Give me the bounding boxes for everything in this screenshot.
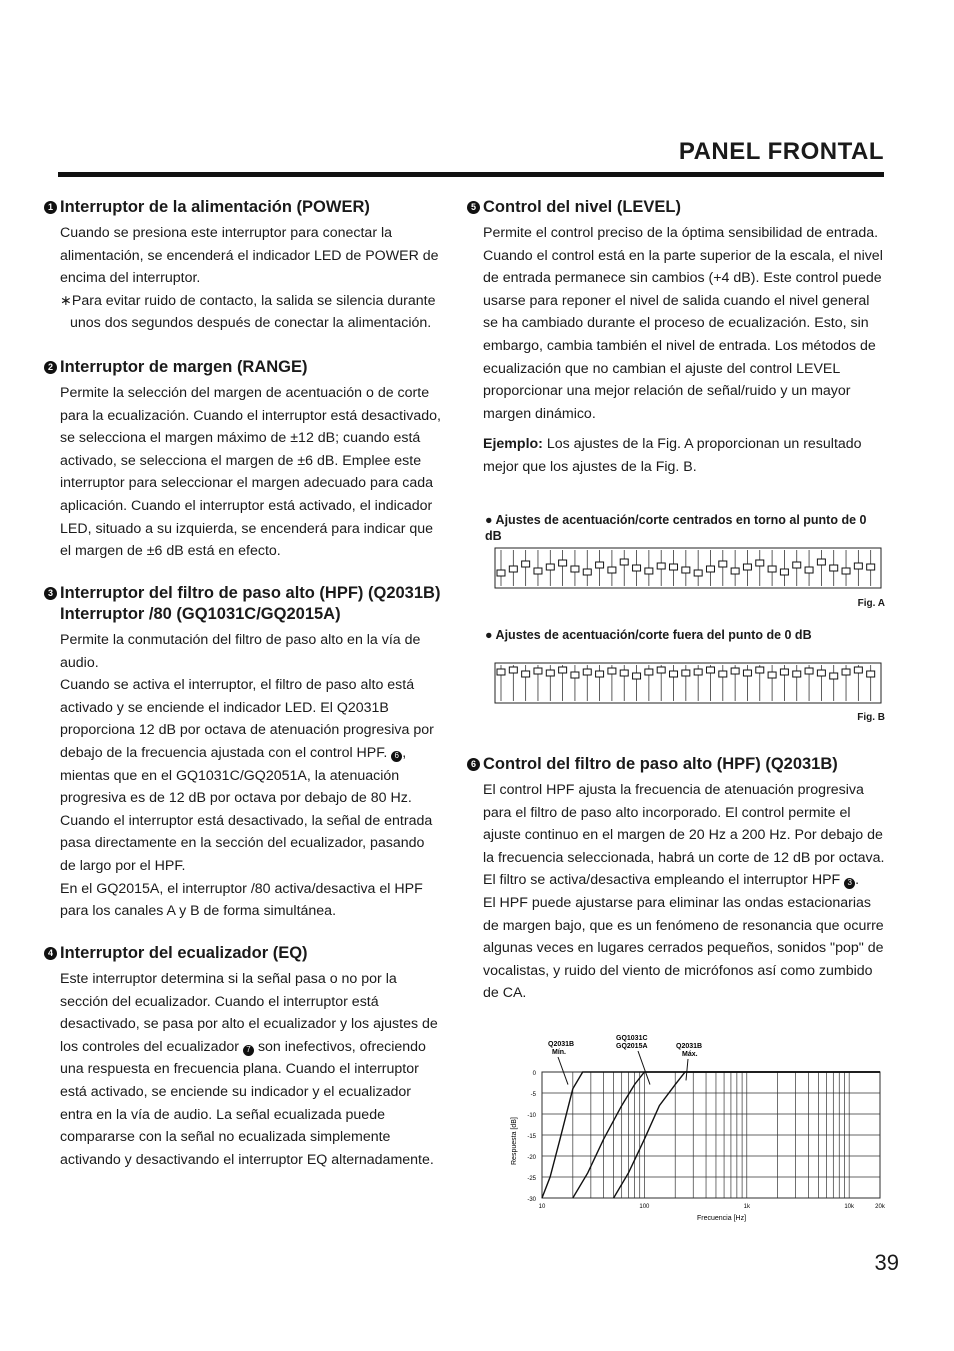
eq-slider-knob <box>497 570 505 576</box>
section-number-icon: 6 <box>467 758 480 771</box>
eq-slider-knob <box>731 568 739 574</box>
y-tick-label: -5 <box>530 1092 536 1098</box>
pointer-line <box>686 1059 688 1080</box>
eq-slider-knob <box>694 570 702 576</box>
section-number-icon: 5 <box>467 201 480 214</box>
y-tick-label: -10 <box>527 1113 536 1119</box>
eq-slider-knob <box>805 567 813 573</box>
eq-slider-knob <box>867 564 875 570</box>
legend-label: Mín. <box>552 1049 566 1056</box>
example: Ejemplo: Los ajustes de la Fig. A proporcionan un resultado mejor que los ajustes de la Fig. B. <box>483 436 862 475</box>
eq-slider-knob <box>509 566 517 572</box>
section-eq-switch <box>47 943 442 1171</box>
right-column <box>470 197 886 479</box>
eq-slider-knob <box>854 563 862 569</box>
eq-slider-knob <box>608 567 616 573</box>
eq-slider-knob <box>657 667 665 673</box>
eq-slider-knob <box>670 564 678 570</box>
eq-slider-knob <box>546 564 554 570</box>
paragraph: Permite el control preciso de la óptima sensibilidad de entrada. Cuando el control está en la parte superior de la escala, el nivel de entrada permanece sin cambios (+4 dB). Este control puede usarse para reponer el nivel de salida cuando el nivel general se ha cambiado durante el proceso de ecualización. Esto, sin embargo, cambia también el nivel de entrada. Los métodos de ecualización que no cambian el ajuste del control LEVEL proporcionar una mejor relación de señal/ruido y un mayor margen dinámico. <box>483 225 883 422</box>
eq-slider-knob <box>768 672 776 678</box>
section-number-icon: 1 <box>44 201 57 214</box>
paragraph: Este interruptor determina si la señal pasa o no por la sección del ecualizador. Cuando el interruptor está desactivado, se pasa por alto el ecualizador y los ajustes de los controles del ecualizador 7 son inefectivos, ofreciendo una respuesta en frecuencia plana. Cuando el interruptor está activado, se enciende su indicador y el ecualizador entra en la vía de audio. La señal ecualizada puede compararse con la señal no ecualizada simplemente activando y desactivando el interruptor EQ alternadamente. <box>60 971 438 1168</box>
paragraph: Cuando el interruptor está desactivado, la señal de entrada pasa directamente en la sección del ecualizador, pasando de largo por el HPF. <box>60 812 433 874</box>
section-hpf-switch <box>47 583 442 923</box>
fig-b-eq-sliders <box>493 655 885 705</box>
eq-slider-knob <box>633 565 641 571</box>
legend-label: Q2031B <box>676 1043 703 1050</box>
fig-a-label: Fig. A <box>857 598 885 609</box>
eq-slider-knob <box>706 667 714 673</box>
left-column-4 <box>47 943 442 1171</box>
eq-slider-knob <box>534 668 542 674</box>
section-title: 2 Interruptor de margen (RANGE) <box>44 357 442 378</box>
right-column-2 <box>470 754 886 1005</box>
legend-label: GQ2015A <box>616 1043 648 1050</box>
eq-slider-knob <box>596 671 604 677</box>
eq-slider-knob <box>571 566 579 572</box>
eq-slider-knob <box>768 566 776 572</box>
eq-slider-knob <box>645 669 653 675</box>
section-number-icon: 2 <box>44 361 57 374</box>
eq-slider-knob <box>793 562 801 568</box>
eq-slider-knob <box>780 569 788 575</box>
section-number-icon: 3 <box>44 587 57 600</box>
eq-frame <box>495 663 881 703</box>
pointer-line <box>558 1057 568 1085</box>
left-column <box>47 197 442 335</box>
eq-slider-knob <box>719 561 727 567</box>
eq-slider-knob <box>497 669 505 675</box>
eq-slider-knob <box>743 564 751 570</box>
eq-slider-knob <box>670 671 678 677</box>
eq-slider-knob <box>756 560 764 566</box>
fig-a-caption: ● Ajustes de acentuación/corte centrados en torno al punto de 0 dB <box>485 513 867 543</box>
x-tick-label: 100 <box>639 1204 650 1210</box>
note: ∗Para evitar ruido de contacto, la salida se silencia durante unos dos segundos después de conectar la alimentación. <box>60 292 436 332</box>
x-tick-label: 1k <box>743 1204 750 1210</box>
eq-slider-knob <box>633 673 641 679</box>
eq-slider-knob <box>706 566 714 572</box>
paragraph: El control HPF ajusta la frecuencia de atenuación progresiva para el filtro de paso alto incorporado. El control permite el ajuste continuo en el margen de 20 Hz a 200 Hz. Por debajo de la frecuencia seleccionada, habrá un corte de 12 dB por octava. El filtro se activa/desactiva empleando el interruptor HPF 3 . <box>483 782 885 889</box>
y-tick-label: -20 <box>527 1155 536 1161</box>
eq-slider-knob <box>559 667 567 673</box>
section-title: 3 Interruptor del filtro de paso alto (HPF) (Q2031B) Interruptor /80 (GQ1031C/GQ2015A) <box>44 583 442 625</box>
paragraph: El HPF puede ajustarse para eliminar las ondas estacionarias de margen bajo, que es un fenómeno de resonancia que ocurre algunas veces en lugares cerrados pequeños, sonidos "pop" de vocalistas, y ruido del viento de micrófonos así como zumbido de CA. <box>483 894 884 1002</box>
eq-slider-knob <box>854 667 862 673</box>
section-level <box>470 197 886 479</box>
eq-slider-knob <box>583 569 591 575</box>
left-column-2 <box>47 357 442 563</box>
eq-slider-knob <box>682 670 690 676</box>
eq-slider-knob <box>522 671 530 677</box>
y-axis-label: Respuesta [dB] <box>511 1117 518 1165</box>
eq-slider-knob <box>817 559 825 565</box>
x-axis-label: Frecuencia [Hz] <box>697 1215 747 1222</box>
x-tick-label: 10 <box>538 1204 546 1210</box>
eq-slider-knob <box>830 673 838 679</box>
eq-slider-knob <box>608 668 616 674</box>
section-title: 4 Interruptor del ecualizador (EQ) <box>44 943 442 964</box>
eq-slider-knob <box>645 568 653 574</box>
eq-slider-knob <box>830 565 838 571</box>
section-range <box>47 357 442 563</box>
eq-slider-knob <box>842 568 850 574</box>
ref-number-icon: 3 <box>844 878 855 889</box>
section-power <box>47 197 442 335</box>
section-title: 6 Control del filtro de paso alto (HPF) (Q2031B) <box>467 754 886 775</box>
fig-b-caption: ● Ajustes de acentuación/corte fuera del punto de 0 dB <box>485 628 812 642</box>
legend-label: Máx. <box>682 1051 698 1058</box>
legend-label: GQ1031C <box>616 1035 648 1042</box>
legend-label: Q2031B <box>548 1041 575 1048</box>
page-number: 39 <box>874 1250 899 1275</box>
hpf-response-chart <box>500 1030 890 1225</box>
section-title: 5 Control del nivel (LEVEL) <box>467 197 886 218</box>
y-tick-label: 0 <box>532 1071 536 1077</box>
eq-slider-knob <box>657 563 665 569</box>
y-tick-label: -30 <box>527 1197 536 1203</box>
x-tick-label: 10k <box>844 1204 855 1210</box>
paragraph: Cuando se presiona este interruptor para conectar la alimentación, se encenderá el indicador LED de POWER de encima del interruptor. <box>60 225 439 287</box>
ref-number-icon: 7 <box>243 1045 254 1056</box>
eq-slider-knob <box>780 669 788 675</box>
eq-slider-knob <box>596 562 604 568</box>
eq-slider-knob <box>719 671 727 677</box>
y-tick-label: -25 <box>527 1176 536 1182</box>
header-rule <box>58 172 884 177</box>
paragraph: Cuando se activa el interruptor, el filtro de paso alto está activado y se enciende el indicador LED. El Q2031B proporciona 12 dB por octava de atenuación progresiva por debajo de la frecuencia ajustada con el control HPF. 6 , mientas que en el GQ1031C/GQ2051A, la atenuación progresiva es de 12 dB por octava por debajo de 80 Hz. <box>60 677 434 807</box>
eq-slider-knob <box>509 667 517 673</box>
eq-slider-knob <box>842 669 850 675</box>
left-column-3 <box>47 583 442 923</box>
eq-slider-knob <box>522 561 530 567</box>
paragraph: Permite la selección del margen de acentuación o de corte para la ecualización. Cuando el interruptor está desactivado, se selecciona el margen máximo de ±12 dB; cuando está activado, se selecciona el margen de ±6 dB. Emplee este interruptor para seleccionar el margen adecuado para cada aplicación. Cuando el interruptor está activado, el indicador LED, situado a su izquierda, se encenderá para indicar que el margen de ±6 dB está en efecto. <box>60 385 441 560</box>
eq-slider-knob <box>682 567 690 573</box>
section-title: 1 Interruptor de la alimentación (POWER) <box>44 197 442 218</box>
x-tick-label: 20k <box>875 1204 885 1210</box>
eq-slider-knob <box>756 667 764 673</box>
eq-slider-knob <box>571 672 579 678</box>
eq-slider-knob <box>546 670 554 676</box>
section-hpf-control <box>470 754 886 1005</box>
eq-slider-knob <box>743 670 751 676</box>
eq-slider-knob <box>620 559 628 565</box>
ref-number-icon: 6 <box>391 751 402 762</box>
eq-slider-knob <box>559 560 567 566</box>
y-tick-label: -15 <box>527 1134 536 1140</box>
eq-slider-knob <box>620 670 628 676</box>
eq-slider-knob <box>534 568 542 574</box>
section-number-icon: 4 <box>44 947 57 960</box>
eq-slider-knob <box>731 668 739 674</box>
fig-b-label: Fig. B <box>857 712 885 723</box>
paragraph: Permite la conmutación del filtro de paso alto en la vía de audio. <box>60 632 421 671</box>
eq-slider-knob <box>793 671 801 677</box>
paragraph: En el GQ2015A, el interruptor /80 activa/desactiva el HPF para los canales A y B de forma simultánea. <box>60 880 423 920</box>
fig-a-eq-sliders <box>493 540 885 590</box>
eq-slider-knob <box>817 670 825 676</box>
eq-slider-knob <box>867 671 875 677</box>
page-title: PANEL FRONTAL <box>678 138 884 165</box>
eq-slider-knob <box>805 668 813 674</box>
eq-slider-knob <box>694 669 702 675</box>
eq-slider-knob <box>583 669 591 675</box>
